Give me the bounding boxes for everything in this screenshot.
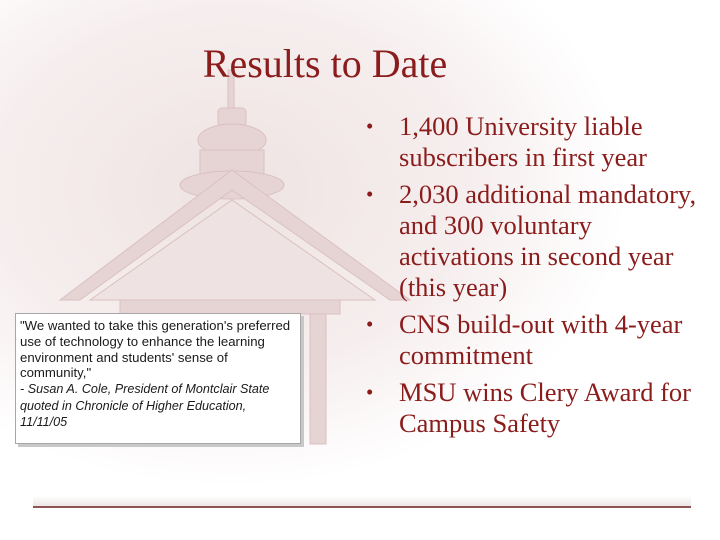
bullet-text: CNS build-out with 4-year commitment: [399, 309, 683, 370]
bullet-item: [362, 377, 702, 439]
bullet-dot-icon: •: [366, 312, 374, 336]
quote-attribution: - Susan A. Cole, President of Montclair State quoted in Chronicle of Higher Education, 11/11/05: [20, 382, 270, 430]
bullet-text: MSU wins Clery Award for Campus Safety: [399, 377, 691, 438]
bullet-dot-icon: •: [366, 380, 374, 404]
bullet-item: [362, 179, 702, 303]
bullet-item: [362, 309, 702, 371]
footer-shade: [33, 496, 691, 506]
bullet-item: [362, 111, 702, 173]
bullet-text: 2,030 additional mandatory, and 300 voluntary activations in second year (this year): [399, 179, 697, 302]
bullet-dot-icon: •: [366, 114, 374, 138]
bullet-list: [362, 111, 702, 445]
quote-box: [15, 313, 301, 444]
footer-divider: [33, 506, 691, 508]
slide-title: Results to Date: [202, 41, 448, 86]
bullet-dot-icon: •: [366, 182, 374, 206]
quote-text: "We wanted to take this generation's preferred use of technology to enhance the learning environment and students' sense of community,": [20, 318, 291, 381]
bullet-text: 1,400 University liable subscribers in first year: [399, 111, 647, 172]
